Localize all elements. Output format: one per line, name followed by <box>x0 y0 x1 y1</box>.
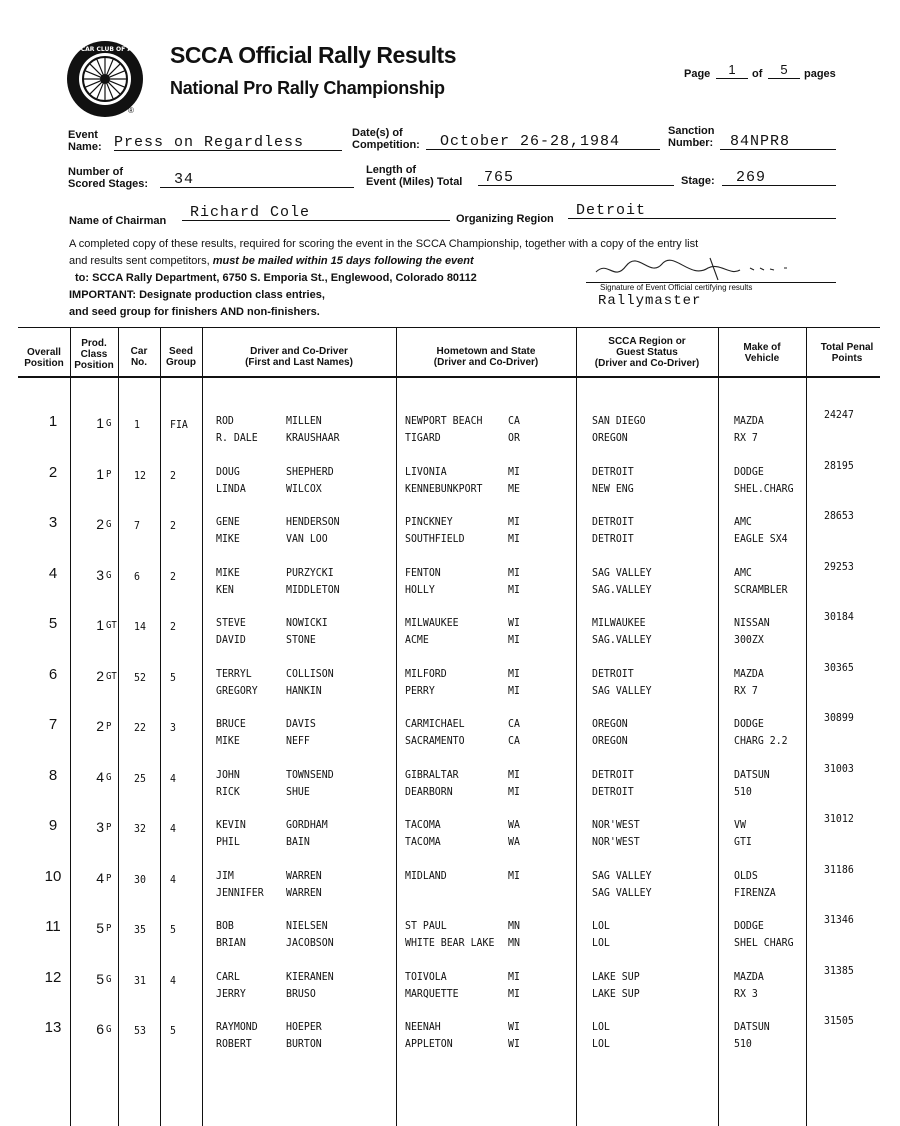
col-divider <box>396 328 397 1126</box>
seed-group: 4 <box>170 873 176 886</box>
penalty-points: 29253 <box>824 560 854 573</box>
car-number: 53 <box>134 1024 146 1037</box>
driver-state: MI <box>508 869 520 882</box>
car-number: 35 <box>134 923 146 936</box>
driver-region: SAN DIEGO <box>592 414 646 427</box>
class-position-number: 2 <box>96 516 104 532</box>
codriver-state: MI <box>508 684 520 697</box>
dates-label: Date(s) of Competition: <box>352 127 420 151</box>
chairman-label: Name of Chairman <box>69 215 167 227</box>
penalty-points: 31385 <box>824 964 854 977</box>
codriver-state: MI <box>508 987 520 1000</box>
vehicle-model: EAGLE SX4 <box>734 532 788 545</box>
vehicle-model: CHARG 2.2 <box>734 734 788 747</box>
codriver-last-name: KRAUSHAAR <box>286 431 340 444</box>
seed-group: 5 <box>170 671 176 684</box>
overall-position: 11 <box>45 918 61 935</box>
driver-region: DETROIT <box>592 667 634 680</box>
penalty-points: 31003 <box>824 762 854 775</box>
driver-state: MI <box>508 970 520 983</box>
codriver-state: WI <box>508 1037 520 1050</box>
class-code: G <box>106 570 112 581</box>
penalty-points: 28653 <box>824 509 854 522</box>
class-code: P <box>106 721 112 732</box>
vehicle-model: 510 <box>734 1037 752 1050</box>
codriver-hometown: SOUTHFIELD <box>405 532 465 545</box>
car-number: 52 <box>134 671 146 684</box>
driver-region: OREGON <box>592 717 628 730</box>
codriver-first-name: PHIL <box>216 835 240 848</box>
codriver-last-name: STONE <box>286 633 316 646</box>
codriver-first-name: JERRY <box>216 987 246 1000</box>
col-divider <box>118 328 119 1126</box>
driver-hometown: TOIVOLA <box>405 970 447 983</box>
vehicle-model: FIRENZA <box>734 886 776 899</box>
stages-label: Number of Scored Stages: <box>68 166 149 190</box>
driver-region: DETROIT <box>592 515 634 528</box>
table-top-border <box>18 327 880 328</box>
codriver-last-name: JACOBSON <box>286 936 334 949</box>
vehicle-make: AMC <box>734 566 752 579</box>
driver-hometown: NEENAH <box>405 1020 441 1033</box>
driver-first-name: JOHN <box>216 768 240 781</box>
driver-first-name: CARL <box>216 970 240 983</box>
seed-group: 4 <box>170 822 176 835</box>
stage-value: 269 <box>722 169 836 186</box>
codriver-region: SAG.VALLEY <box>592 633 652 646</box>
driver-region: DETROIT <box>592 465 634 478</box>
driver-hometown: MIDLAND <box>405 869 447 882</box>
seed-group: 2 <box>170 469 176 482</box>
vehicle-model: RX 3 <box>734 987 758 1000</box>
codriver-hometown: MARQUETTE <box>405 987 459 1000</box>
codriver-hometown: ACME <box>405 633 429 646</box>
driver-last-name: WARREN <box>286 869 322 882</box>
driver-first-name: BRUCE <box>216 717 246 730</box>
seed-group: 3 <box>170 721 176 734</box>
codriver-region: SAG VALLEY <box>592 684 652 697</box>
class-position-number: 4 <box>96 769 104 785</box>
table-header-border <box>18 376 880 378</box>
pages-label: pages <box>804 68 836 80</box>
seed-group: 2 <box>170 570 176 583</box>
length-label: Length of Event (Miles) Total <box>366 164 463 188</box>
class-position-number: 1 <box>96 617 104 633</box>
driver-last-name: NIELSEN <box>286 919 328 932</box>
vehicle-make: DATSUN <box>734 768 770 781</box>
class-position-number: 4 <box>96 870 104 886</box>
registered-mark: ® <box>128 106 134 115</box>
col-divider <box>202 328 203 1126</box>
overall-position: 3 <box>48 514 58 531</box>
car-number: 25 <box>134 772 146 785</box>
codriver-hometown: TACOMA <box>405 835 441 848</box>
codriver-last-name: NEFF <box>286 734 310 747</box>
driver-state: MI <box>508 566 520 579</box>
class-code: G <box>106 519 112 530</box>
driver-last-name: DAVIS <box>286 717 316 730</box>
class-position-number: 5 <box>96 971 104 987</box>
codriver-last-name: WILCOX <box>286 482 322 495</box>
codriver-first-name: RICK <box>216 785 240 798</box>
class-code: GT <box>106 671 117 682</box>
codriver-state: WA <box>508 835 520 848</box>
overall-position: 4 <box>48 565 58 582</box>
driver-last-name: MILLEN <box>286 414 322 427</box>
vehicle-make: DODGE <box>734 919 764 932</box>
codriver-state: MN <box>508 936 520 949</box>
driver-last-name: KIERANEN <box>286 970 334 983</box>
codriver-first-name: BRIAN <box>216 936 246 949</box>
overall-position: 1 <box>48 413 58 430</box>
driver-hometown: PINCKNEY <box>405 515 453 528</box>
vehicle-make: DODGE <box>734 717 764 730</box>
driver-hometown: TACOMA <box>405 818 441 831</box>
driver-first-name: STEVE <box>216 616 246 629</box>
codriver-region: LOL <box>592 936 610 949</box>
vehicle-model: GTI <box>734 835 752 848</box>
driver-hometown: CARMICHAEL <box>405 717 465 730</box>
driver-state: WI <box>508 616 520 629</box>
codriver-region: LAKE SUP <box>592 987 640 1000</box>
codriver-hometown: TIGARD <box>405 431 441 444</box>
class-code: G <box>106 418 112 429</box>
car-number: 32 <box>134 822 146 835</box>
codriver-last-name: VAN LOO <box>286 532 328 545</box>
codriver-region: LOL <box>592 1037 610 1050</box>
codriver-hometown: PERRY <box>405 684 435 697</box>
driver-state: MI <box>508 667 520 680</box>
col-header-car-no: Car No. <box>130 346 148 368</box>
codriver-first-name: JENNIFER <box>216 886 264 899</box>
col-header-driver: Driver and Co-Driver (First and Last Names) <box>245 346 353 368</box>
codriver-hometown: APPLETON <box>405 1037 453 1050</box>
col-header-make: Make of Vehicle <box>743 342 781 364</box>
class-code: G <box>106 772 112 783</box>
col-divider <box>806 328 807 1126</box>
codriver-first-name: R. DALE <box>216 431 258 444</box>
sanction-value: 84NPR8 <box>720 133 836 150</box>
vehicle-make: NISSAN <box>734 616 770 629</box>
event-name-label: Event Name: <box>68 129 102 153</box>
driver-hometown: MILWAUKEE <box>405 616 459 629</box>
event-name-value: Press on Regardless <box>114 134 342 151</box>
sanction-label: Sanction Number: <box>668 125 715 149</box>
col-header-seed-group: Seed Group <box>166 346 196 368</box>
vehicle-make: OLDS <box>734 869 758 882</box>
stage-label: Stage: <box>681 175 715 187</box>
vehicle-model: SHEL CHARG <box>734 936 794 949</box>
vehicle-make: DATSUN <box>734 1020 770 1033</box>
driver-state: MI <box>508 768 520 781</box>
class-position-number: 5 <box>96 920 104 936</box>
class-position-number: 3 <box>96 819 104 835</box>
codriver-last-name: BAIN <box>286 835 310 848</box>
overall-position: 5 <box>48 615 58 632</box>
class-code: P <box>106 873 112 884</box>
driver-region: NOR'WEST <box>592 818 640 831</box>
driver-hometown: MILFORD <box>405 667 447 680</box>
driver-region: SAG VALLEY <box>592 566 652 579</box>
codriver-hometown: SACRAMENTO <box>405 734 465 747</box>
driver-first-name: RAYMOND <box>216 1020 258 1033</box>
car-number: 1 <box>134 418 140 431</box>
codriver-first-name: LINDA <box>216 482 246 495</box>
vehicle-model: RX 7 <box>734 431 758 444</box>
codriver-region: NEW ENG <box>592 482 634 495</box>
codriver-region: OREGON <box>592 734 628 747</box>
driver-first-name: GENE <box>216 515 240 528</box>
col-divider <box>160 328 161 1126</box>
car-number: 30 <box>134 873 146 886</box>
vehicle-make: AMC <box>734 515 752 528</box>
length-value: 765 <box>478 169 674 186</box>
driver-first-name: BOB <box>216 919 234 932</box>
penalty-points: 28195 <box>824 459 854 472</box>
codriver-first-name: KEN <box>216 583 234 596</box>
class-position-number: 1 <box>96 415 104 431</box>
codriver-state: MI <box>508 633 520 646</box>
vehicle-make: VW <box>734 818 746 831</box>
col-divider <box>576 328 577 1126</box>
driver-state: MI <box>508 515 520 528</box>
col-divider <box>718 328 719 1126</box>
driver-state: CA <box>508 717 520 730</box>
class-code: G <box>106 1024 112 1035</box>
codriver-state: ME <box>508 482 520 495</box>
penalty-points: 31186 <box>824 863 854 876</box>
seed-group: 5 <box>170 1024 176 1037</box>
car-number: 7 <box>134 519 140 532</box>
driver-last-name: GORDHAM <box>286 818 328 831</box>
seed-group: 4 <box>170 772 176 785</box>
penalty-points: 31012 <box>824 812 854 825</box>
driver-region: DETROIT <box>592 768 634 781</box>
class-code: P <box>106 822 112 833</box>
col-header-region: SCCA Region or Guest Status (Driver and Co-Driver) <box>594 336 700 369</box>
seed-group: FIA <box>170 418 188 431</box>
codriver-region: SAG.VALLEY <box>592 583 652 596</box>
page-total: 5 <box>768 62 800 79</box>
signature-scribble <box>590 254 820 284</box>
class-code: G <box>106 974 112 985</box>
codriver-last-name: MIDDLETON <box>286 583 340 596</box>
region-label: Organizing Region <box>456 213 554 225</box>
codriver-hometown: DEARBORN <box>405 785 453 798</box>
codriver-hometown: KENNEBUNKPORT <box>405 482 483 495</box>
driver-last-name: NOWICKI <box>286 616 328 629</box>
overall-position: 6 <box>48 666 58 683</box>
codriver-hometown: HOLLY <box>405 583 435 596</box>
codriver-first-name: DAVID <box>216 633 246 646</box>
codriver-last-name: SHUE <box>286 785 310 798</box>
codriver-last-name: BRUSO <box>286 987 316 1000</box>
of-label: of <box>752 68 763 80</box>
driver-first-name: TERRYL <box>216 667 252 680</box>
penalty-points: 30899 <box>824 711 854 724</box>
col-header-points: Total Penal Points <box>820 342 874 364</box>
class-code: GT <box>106 620 117 631</box>
overall-position: 2 <box>48 464 58 481</box>
dates-value: October 26-28,1984 <box>426 133 660 150</box>
vehicle-make: MAZDA <box>734 667 764 680</box>
driver-hometown: ST PAUL <box>405 919 447 932</box>
chairman-value: Richard Cole <box>182 204 450 221</box>
col-header-hometown: Hometown and State (Driver and Co-Driver) <box>433 346 539 368</box>
class-code: P <box>106 923 112 934</box>
penalty-points: 31346 <box>824 913 854 926</box>
seed-group: 5 <box>170 923 176 936</box>
codriver-first-name: GREGORY <box>216 684 258 697</box>
driver-last-name: COLLISON <box>286 667 334 680</box>
class-position-number: 2 <box>96 718 104 734</box>
driver-state: WA <box>508 818 520 831</box>
codriver-region: SAG VALLEY <box>592 886 652 899</box>
class-code: P <box>106 469 112 480</box>
driver-first-name: ROD <box>216 414 234 427</box>
vehicle-model: 300ZX <box>734 633 764 646</box>
class-position-number: 1 <box>96 466 104 482</box>
signature-title: Rallymaster <box>598 293 702 309</box>
codriver-first-name: ROBERT <box>216 1037 252 1050</box>
col-header-overall: Overall Position <box>24 347 64 369</box>
driver-region: SAG VALLEY <box>592 869 652 882</box>
driver-first-name: DOUG <box>216 465 240 478</box>
col-header-prod-class: Prod. Class Position <box>74 338 114 371</box>
signature-caption: Signature of Event Official certifying results <box>600 283 753 292</box>
codriver-state: MI <box>508 785 520 798</box>
codriver-region: DETROIT <box>592 785 634 798</box>
codriver-region: OREGON <box>592 431 628 444</box>
seed-group: 4 <box>170 974 176 987</box>
class-position-number: 6 <box>96 1021 104 1037</box>
driver-hometown: NEWPORT BEACH <box>405 414 483 427</box>
driver-hometown: GIBRALTAR <box>405 768 459 781</box>
region-value: Detroit <box>568 202 836 219</box>
codriver-region: DETROIT <box>592 532 634 545</box>
driver-last-name: HOEPER <box>286 1020 322 1033</box>
driver-region: LOL <box>592 1020 610 1033</box>
driver-hometown: LIVONIA <box>405 465 447 478</box>
vehicle-make: DODGE <box>734 465 764 478</box>
vehicle-model: 510 <box>734 785 752 798</box>
driver-last-name: TOWNSEND <box>286 768 334 781</box>
codriver-state: MI <box>508 532 520 545</box>
codriver-last-name: WARREN <box>286 886 322 899</box>
driver-last-name: HENDERSON <box>286 515 340 528</box>
class-position-number: 3 <box>96 567 104 583</box>
vehicle-model: SCRAMBLER <box>734 583 788 596</box>
seal-text: SPORTS CAR CLUB OF AMERICA <box>52 46 158 53</box>
driver-state: CA <box>508 414 520 427</box>
overall-position: 7 <box>48 716 58 733</box>
page-label: Page <box>684 68 711 80</box>
driver-last-name: PURZYCKI <box>286 566 334 579</box>
driver-region: LOL <box>592 919 610 932</box>
seed-group: 2 <box>170 620 176 633</box>
penalty-points: 24247 <box>824 408 854 421</box>
driver-first-name: KEVIN <box>216 818 246 831</box>
driver-state: MN <box>508 919 520 932</box>
page-subtitle: National Pro Rally Championship <box>170 78 445 98</box>
submission-notice: A completed copy of these results, required for scoring the event in the SCCA Championship, together with a copy of the entry list and results sent competitors, must be mailed within 15 days following the event to: SCCA Rally Department, 6750 S. Emporia St., Englewood, Colorado 80112 IMPORTANT: Designate production class entries, and seed group for finishers AND non-finishers. <box>69 238 699 318</box>
codriver-state: MI <box>508 583 520 596</box>
overall-position: 8 <box>48 767 58 784</box>
vehicle-model: RX 7 <box>734 684 758 697</box>
overall-position: 9 <box>48 817 58 834</box>
penalty-points: 30365 <box>824 661 854 674</box>
penalty-points: 30184 <box>824 610 854 623</box>
codriver-state: OR <box>508 431 520 444</box>
car-number: 6 <box>134 570 140 583</box>
driver-region: MILWAUKEE <box>592 616 646 629</box>
driver-state: MI <box>508 465 520 478</box>
driver-last-name: SHEPHERD <box>286 465 334 478</box>
vehicle-make: MAZDA <box>734 970 764 983</box>
seed-group: 2 <box>170 519 176 532</box>
vehicle-make: MAZDA <box>734 414 764 427</box>
car-number: 12 <box>134 469 146 482</box>
page-title: SCCA Official Rally Results <box>170 42 457 68</box>
penalty-points: 31505 <box>824 1014 854 1027</box>
driver-first-name: MIKE <box>216 566 240 579</box>
overall-position: 13 <box>44 1019 62 1036</box>
codriver-region: NOR'WEST <box>592 835 640 848</box>
driver-hometown: FENTON <box>405 566 441 579</box>
codriver-hometown: WHITE BEAR LAKE <box>405 936 495 949</box>
driver-first-name: JIM <box>216 869 234 882</box>
car-number: 14 <box>134 620 146 633</box>
codriver-last-name: BURTON <box>286 1037 322 1050</box>
driver-state: WI <box>508 1020 520 1033</box>
codriver-last-name: HANKIN <box>286 684 322 697</box>
page-number: 1 <box>716 62 748 79</box>
car-number: 31 <box>134 974 146 987</box>
overall-position: 12 <box>44 969 62 986</box>
codriver-first-name: MIKE <box>216 532 240 545</box>
stages-value: 34 <box>160 171 354 188</box>
vehicle-model: SHEL.CHARG <box>734 482 794 495</box>
driver-region: LAKE SUP <box>592 970 640 983</box>
codriver-state: CA <box>508 734 520 747</box>
overall-position: 10 <box>44 868 62 885</box>
codriver-first-name: MIKE <box>216 734 240 747</box>
car-number: 22 <box>134 721 146 734</box>
class-position-number: 2 <box>96 668 104 684</box>
